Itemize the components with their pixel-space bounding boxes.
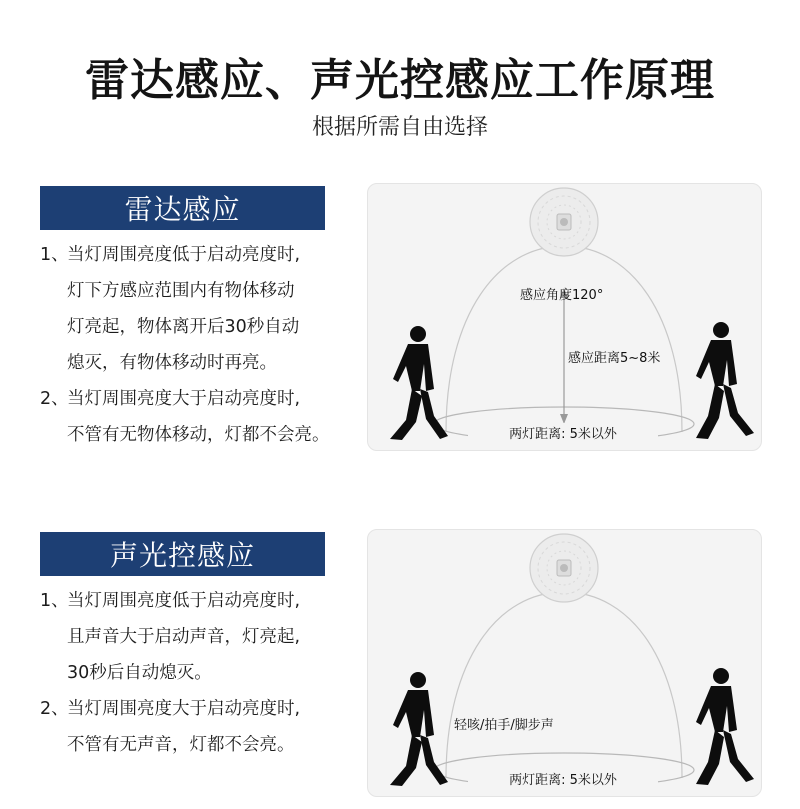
radar-diagram [367,183,762,451]
description-line: 2、 当灯周围亮度大于启动亮度时, [40,389,301,409]
floor-distance-label: 两灯距离: 5米以外 [468,769,658,788]
description-line: 1、 当灯周围亮度低于启动亮度时, [40,591,301,611]
sound-light-section [0,529,800,809]
description-line: 2、 当灯周围亮度大于启动亮度时, [40,699,301,719]
description-line: 30秒后自动熄灭。 [67,663,212,683]
description-line: 灯亮起，物体离开后30秒自动 [67,317,300,337]
radar-description [40,237,360,453]
walking-person-icon [390,326,448,440]
sound-light-description [40,583,360,763]
walking-person-icon [696,322,754,439]
page-title: 雷达感应、声光控感应工作原理 [85,55,715,106]
description-line: 1、 当灯周围亮度低于启动亮度时, [40,245,301,265]
radar-section [0,183,800,463]
description-line: 灯下方感应范围内有物体移动 [67,281,295,301]
sound-light-diagram [367,529,762,797]
description-line: 且声音大于启动声音，灯亮起, [67,627,301,647]
sound-trigger-label: 轻咳/拍手/脚步声 [454,718,554,733]
description-line: 不管有无声音，灯都不会亮。 [67,735,295,755]
description-line: 不管有无物体移动，灯都不会亮。 [67,425,330,445]
distance-label: 感应距离5~8米 [568,351,661,366]
section-heading-radar: 雷达感应 [40,186,325,230]
description-line: 熄灭，有物体移动时再亮。 [67,353,277,373]
walking-person-icon [696,668,754,785]
led-module-icon [530,534,598,602]
page-subtitle: 根据所需自由选择 [311,115,488,140]
detection-dome [446,592,682,778]
walking-person-icon [390,672,448,786]
led-module-icon [530,188,598,256]
angle-label: 感应角度120° [520,288,604,303]
section-heading-sound-light: 声光控感应 [40,532,325,576]
floor-distance-label: 两灯距离: 5米以外 [468,423,658,442]
